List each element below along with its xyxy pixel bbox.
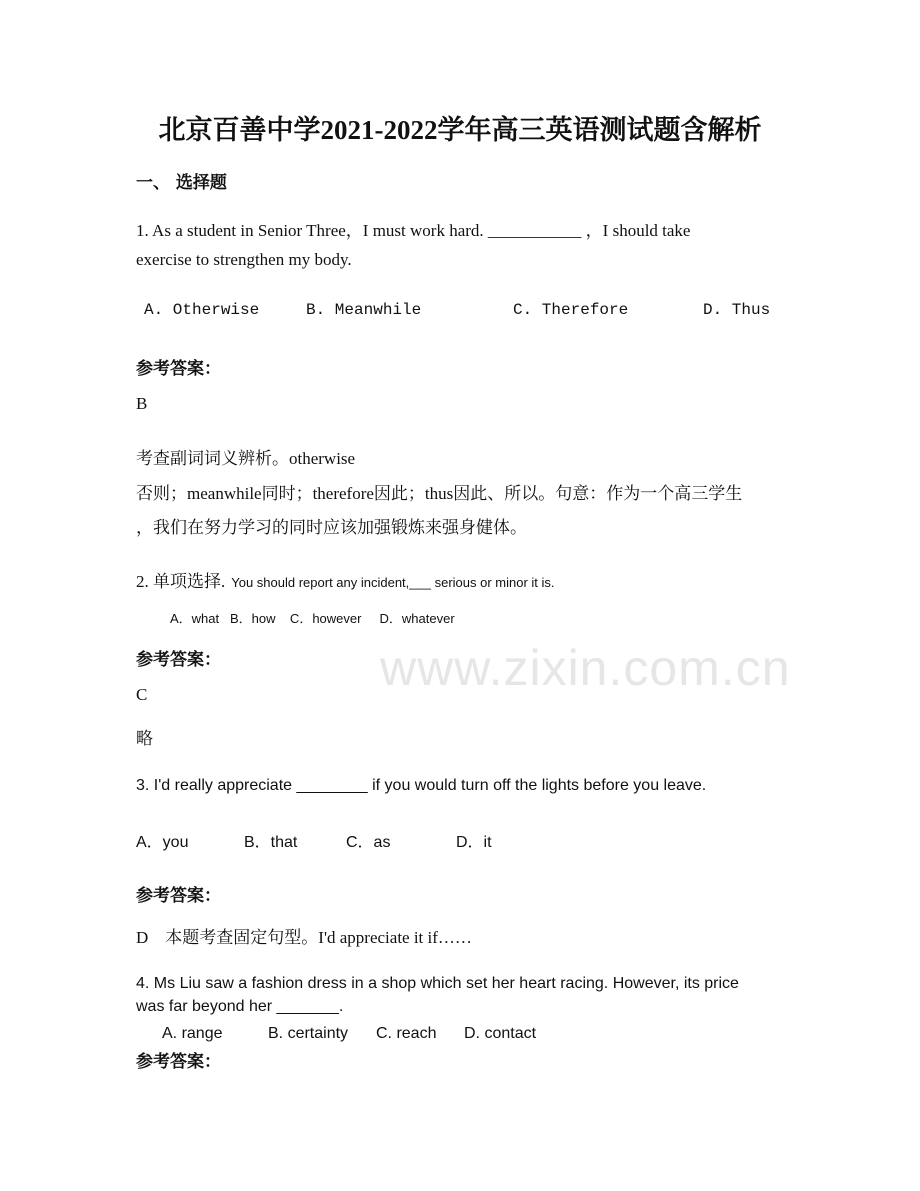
page-title: 北京百善中学2021-2022学年高三英语测试题含解析 [158,115,762,145]
section-heading: 一、 选择题 [136,173,227,193]
q3-answer-label: 参考答案： [136,886,221,906]
watermark: www.zixin.com.cn [380,640,791,696]
q1-text-line1: 1. As a student in Senior Three，I must work hard. ___________ ，I should take [136,221,691,240]
q4-text-line1: 4. Ms Liu saw a fashion dress in a shop which set her heart racing. However, its price [136,975,739,992]
q3-option-b: B．that [244,834,298,851]
q1-option-d: D. Thus [703,301,771,319]
q3-text: 3. I'd really appreciate ________ if you would turn off the lights before you leave. [136,777,707,794]
q1-option-a: A. Otherwise [144,301,260,319]
q4-text-line2: was far beyond her _______. [136,998,344,1015]
q1-explain-3: ，我们在努力学习的同时应该加强锻炼来强身健体。 [136,518,527,537]
q2-options: A．what B．how C．however D．whatever [170,611,455,626]
q3-option-c: C．as [346,834,391,851]
q4-answer-label: 参考答案： [136,1052,221,1072]
q2-answer: C [136,685,148,704]
q3-option-d: D．it [456,834,492,851]
q1-option-c: C. Therefore [513,301,629,319]
q2-explain: 略 [136,729,153,748]
q2-prefix: 2. 单项选择. [136,572,226,591]
q4-option-d: D. contact [464,1025,537,1042]
q3-option-a: A．you [136,834,189,851]
q1-explain-1: 考查副词词义辨析。otherwise [136,449,356,468]
q3-answer: D 本题考查固定句型。I'd appreciate it if…… [136,928,472,947]
q2-text: You should report any incident,___ serious or minor it is. [231,575,555,590]
q2-answer-label: 参考答案： [136,650,221,670]
q4-option-c: C. reach [376,1025,437,1042]
q1-text-line2: exercise to strengthen my body. [136,250,352,269]
q4-option-b: B. certainty [268,1025,349,1042]
q2-line [136,567,555,592]
q4-option-a: A. range [162,1025,223,1042]
q1-answer-label: 参考答案： [136,359,221,379]
q1-answer: B [136,394,148,413]
q1-option-b: B. Meanwhile [306,301,422,319]
q1-explain-2: 否则；meanwhile同时；therefore因此；thus因此、所以。句意：作为一个高三学生 [136,484,743,503]
